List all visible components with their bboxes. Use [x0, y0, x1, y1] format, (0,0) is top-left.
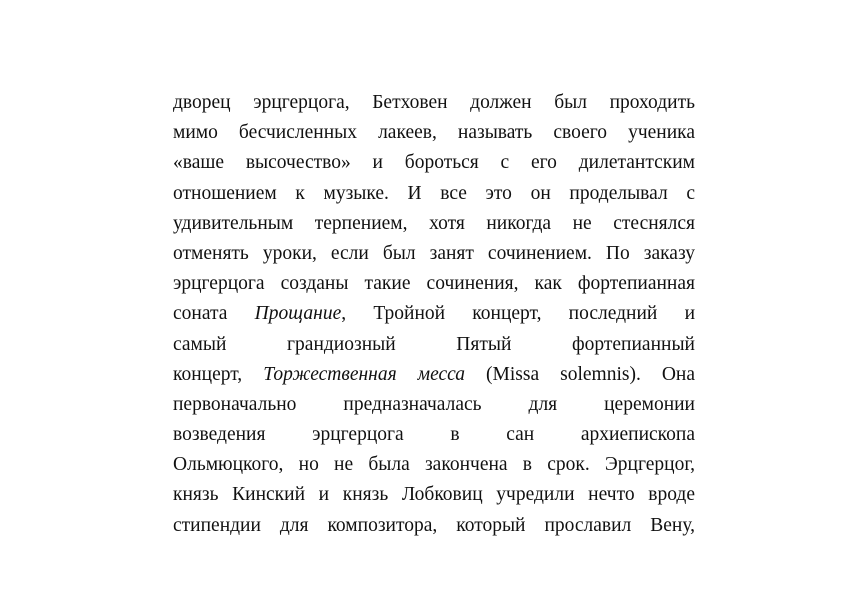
text-line: первоначально предназначалась для церемонии [173, 393, 695, 415]
text-line: самый грандиозный Пятый фортепианный [173, 333, 695, 355]
text-line: возведения эрцгерцога в сан архиепископа [173, 424, 695, 446]
text-line: Ольмюцкого, но не была закончена в срок. Эрцгерцог, [173, 454, 695, 476]
text-line [173, 299, 695, 329]
text-line: «ваше высочество» и бороться с его дилетантским [173, 152, 695, 174]
text-run: соната [173, 303, 255, 325]
text-run: , Тройной концерт, последний и [341, 303, 696, 325]
body-text [173, 88, 695, 541]
text-line: эрцгерцога созданы такие сочинения, как фортепианная [173, 273, 695, 295]
text-line: удивительным терпением, хотя никогда не стеснялся [173, 212, 695, 234]
text-line: мимо бесчисленных лакеев, называть своего ученика [173, 122, 695, 144]
work-title-missa-solemnis: Торжественная месса [263, 363, 466, 385]
text-run: (Missa solemnis). Она [465, 363, 695, 385]
text-line: отменять уроки, если был занят сочинением. По заказу [173, 242, 695, 264]
text-line: дворец эрцгерцога, Бетховен должен был проходить [173, 92, 695, 113]
text-line: отношением к музыке. И все это он проделывал с [173, 182, 695, 204]
text-line: стипендии для композитора, который прославил Вену, [173, 514, 695, 536]
work-title-farewell: Прощание [254, 303, 342, 325]
text-line [173, 360, 695, 390]
text-line: князь Кинский и князь Лобковиц учредили нечто вроде [173, 484, 695, 506]
text-run: концерт, [173, 363, 264, 385]
